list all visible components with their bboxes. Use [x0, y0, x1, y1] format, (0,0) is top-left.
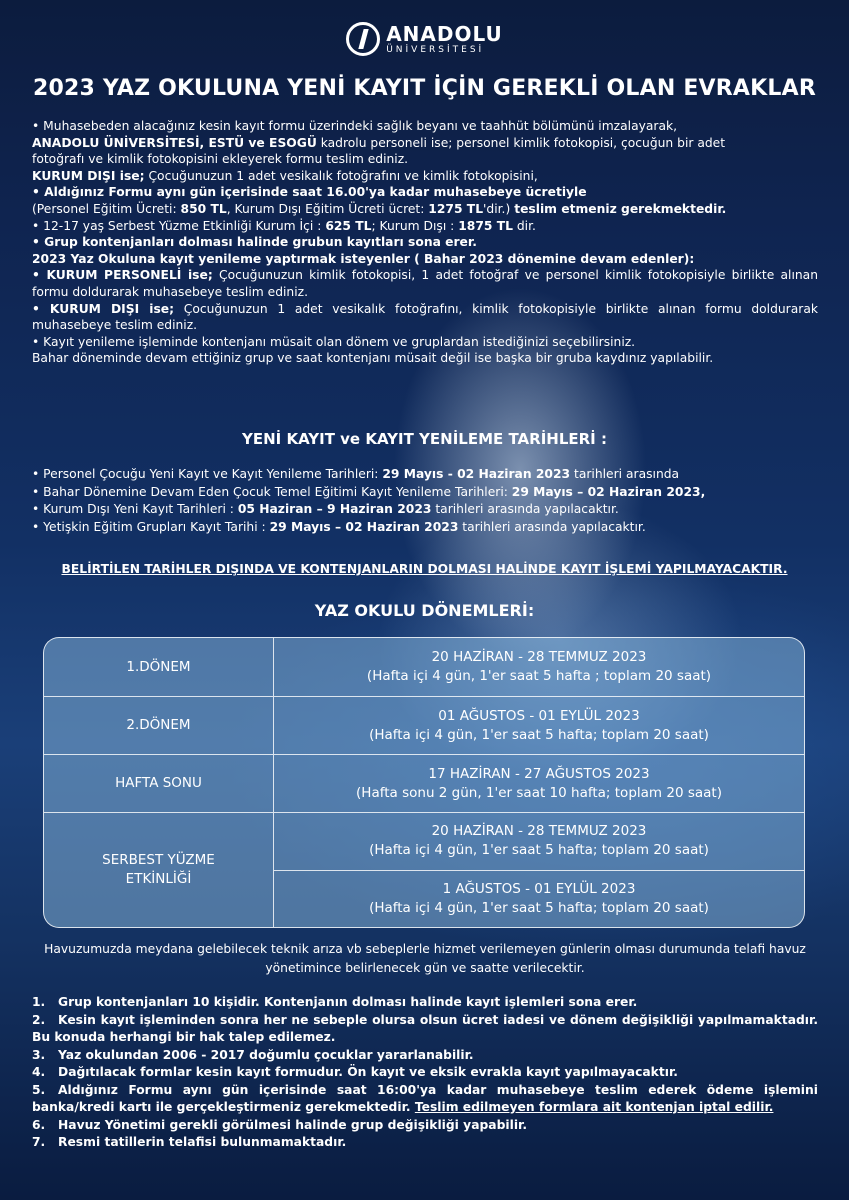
date-line: • Yetişkin Eğitim Grupları Kayıt Tarihi : 29 Mayıs – 02 Haziran 2023 tarihleri arasında yapılacaktır. — [32, 519, 646, 534]
list-item: 2. Kesin kayıt işleminden sonra her ne sebeple olursa olsun ücret iadesi ve dönem değişikliği yapılmamaktadır. Bu konuda herhangi bir hak talep edilemez. — [32, 1012, 818, 1044]
requirements-text — [32, 118, 818, 367]
period-dates: 20 HAZİRAN - 28 TEMMUZ 2023 — [431, 649, 647, 665]
fee-line: • 12-17 yaş Serbest Yüzme Etkinliği Kurum İçi : 625 TL; Kurum Dışı : 1875 TL dir. — [32, 218, 536, 233]
list-item: 1. Grup kontenjanları 10 kişidir. Kontenjanın dolması halinde kayıt işlemleri sona erer. — [32, 995, 638, 1009]
period-info — [274, 638, 804, 696]
period-info — [274, 697, 804, 754]
periods-heading: YAZ OKULU DÖNEMLERİ: — [314, 601, 535, 620]
period-info — [274, 755, 804, 812]
fee-line: (Personel Eğitim Ücreti: 850 TL, Kurum Dışı Eğitim Ücreti ücret: 1275 TL'dir.) teslim etmeniz gerekmektedir. — [32, 201, 727, 216]
period-name: SERBEST YÜZME ETKİNLİĞİ — [44, 813, 274, 927]
intro-line: Bahar döneminde devam ettiğiniz grup ve saat kontenjanı müsait değil ise başka bir gruba kaydınız yapılabilir. — [32, 351, 714, 366]
list-item: 3. Yaz okulundan 2006 - 2017 doğumlu çocuklar yararlanabilir. — [32, 1047, 474, 1062]
period-info — [274, 812, 804, 870]
list-item: 4. Dağıtılacak formlar kesin kayıt formudur. Ön kayıt ve eksik evrakla kayıt yapılmayacaktır. — [32, 1065, 678, 1079]
period-dates: 17 HAZİRAN - 27 AĞUSTOS 2023 — [428, 765, 650, 782]
date-line: • Bahar Dönemine Devam Eden Çocuk Temel Eğitimi Kayıt Yenileme Tarihleri: 29 Mayıs – 02 Haziran 2023, — [32, 484, 706, 499]
date-line: • Kurum Dışı Yeni Kayıt Tarihleri : 05 Haziran – 9 Haziran 2023 tarihleri arasında yapılacaktır. — [32, 502, 619, 516]
period-name: 1.DÖNEM — [44, 638, 274, 696]
intro-line: • Kayıt yenileme işleminde kontenjanı müsait olan dönem ve gruplardan istediğinizi seçebilirsiniz. — [32, 334, 636, 349]
page-title: 2023 YAZ OKULUNA YENİ KAYIT İÇİN GEREKLİ OLAN EVRAKLAR — [33, 76, 816, 101]
period-detail: (Hafta içi 4 gün, 1'er saat 5 hafta; toplam 20 saat) — [369, 726, 709, 743]
period-dates: 1 AĞUSTOS - 01 EYLÜL 2023 — [442, 881, 636, 897]
logo-mark-icon — [346, 22, 380, 56]
intro-line: • KURUM PERSONELİ ise; Çocuğunuzun kimlik fotokopisi, 1 adet fotoğraf ve personel kimlik fotokopisiyle birlikte alınan formu doldurarak muhasebeye teslim ediniz. — [32, 268, 818, 299]
table-row — [44, 638, 804, 696]
intro-line: • Grup kontenjanları dolması halinde grubun kayıtları sona erer. — [32, 235, 477, 250]
rules-list — [32, 994, 818, 1152]
periods-table — [43, 637, 805, 928]
list-item: 7. Resmi tatillerin telafisi bulunmamaktadır. — [32, 1135, 347, 1149]
intro-line: KURUM DIŞI ise; Çocuğunuzun 1 adet vesikalık fotoğrafını ve kimlik fotokopisini, — [32, 168, 538, 183]
period-name: 2.DÖNEM — [44, 697, 274, 754]
period-detail: (Hafta sonu 2 gün, 1'er saat 10 hafta; toplam 20 saat) — [356, 784, 722, 801]
period-detail: (Hafta içi 4 gün, 1'er saat 5 hafta; toplam 20 saat) — [369, 842, 709, 858]
period-detail: (Hafta içi 4 gün, 1'er saat 5 hafta ; toplam 20 saat) — [366, 668, 712, 684]
date-line: • Personel Çocuğu Yeni Kayıt ve Kayıt Yenileme Tarihleri: 29 Mayıs - 02 Haziran 2023 tarihleri arasında — [32, 467, 680, 481]
intro-line: • KURUM DIŞI ise; Çocuğunuzun 1 adet vesikalık fotoğrafını, kimlik fotokopisiyle birlikte alınan formu doldurarak muhasebeye teslim ediniz. — [32, 301, 818, 333]
university-logo — [0, 22, 849, 56]
intro-line: • Muhasebeden alacağınız kesin kayıt formu üzerindeki sağlık beyanı ve taahhüt bölümünü imzalayarak, — [32, 119, 678, 133]
dates-heading: YENİ KAYIT ve KAYIT YENİLEME TARİHLERİ : — [242, 430, 607, 448]
registration-dates — [32, 466, 818, 536]
logo-name: ANADOLU — [386, 21, 503, 46]
deadline-warning: BELİRTİLEN TARİHLER DIŞINDA VE KONTENJANLARIN DOLMASI HALİNDE KAYIT İŞLEMİ YAPILMAYACAKTIR. — [61, 562, 788, 576]
period-detail: (Hafta içi 4 gün, 1'er saat 5 hafta; toplam 20 saat) — [369, 900, 709, 916]
period-dates: 20 HAZİRAN - 28 TEMMUZ 2023 — [431, 823, 647, 839]
intro-line: fotoğrafı ve kimlik fotokopisini ekleyerek formu teslim ediniz. — [32, 152, 409, 167]
period-name: HAFTA SONU — [44, 755, 274, 812]
maintenance-notice: Havuzumuzda meydana gelebilecek teknik arıza vb sebeplerle hizmet verilemeyen günlerin olması durumunda telafi havuz yönetimince belirlenecek gün ve saatte verilecektir. — [44, 942, 806, 975]
intro-line: 2023 Yaz Okuluna kayıt yenileme yaptırmak isteyenler ( Bahar 2023 dönemine devam edenler): — [32, 251, 695, 266]
intro-line: • Aldığınız Formu aynı gün içerisinde saat 16.00'ya kadar muhasebeye ücretiyle — [32, 185, 587, 200]
list-item: 5. Aldığınız Formu aynı gün içerisinde saat 16:00'ya kadar muhasebeye teslim ederek ödeme işlemini banka/kredi kartı ile gerçekleştirmeniz gerekmektedir. Teslim edilmeyen formlara ait kontenjan iptal edilir. — [32, 1082, 818, 1114]
intro-line: ANADOLU ÜNİVERSİTESİ, ESTÜ ve ESOGÜ kadrolu personeli ise; personel kimlik fotokopisi, çocuğun bir adet — [32, 135, 726, 150]
logo-subtitle: ÜNİVERSİTESİ — [386, 44, 485, 55]
period-dates: 01 AĞUSTOS - 01 EYLÜL 2023 — [438, 707, 640, 724]
list-item: 6. Havuz Yönetimi gerekli görülmesi halinde grup değişikliği yapabilir. — [32, 1117, 528, 1132]
period-info — [274, 870, 804, 927]
table-row — [44, 754, 804, 812]
table-row — [44, 696, 804, 754]
